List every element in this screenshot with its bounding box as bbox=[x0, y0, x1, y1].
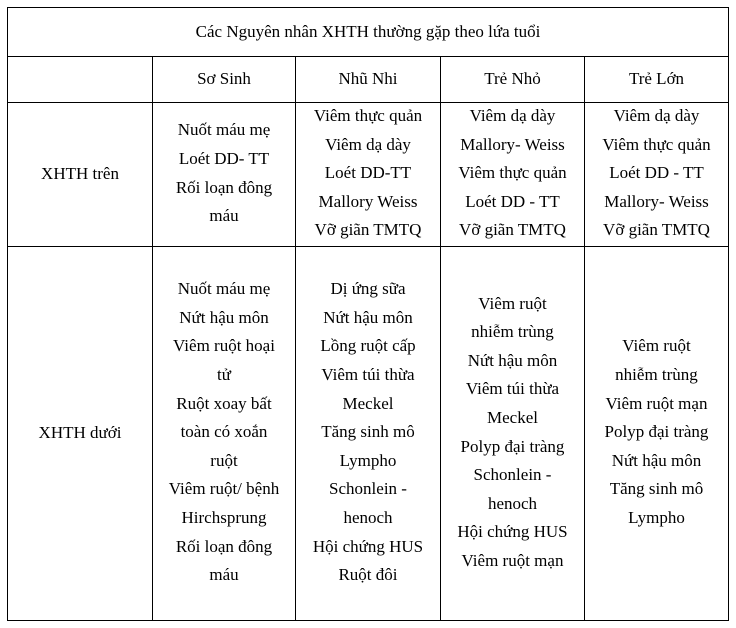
cell-line: Viêm dạ dày bbox=[325, 134, 411, 154]
cell-xhth-duoi-tre-nho bbox=[441, 247, 585, 621]
cell-line: Viêm ruột mạn bbox=[605, 393, 708, 413]
row-label-xhth-duoi: XHTH dưới bbox=[8, 247, 153, 621]
cell-line: Loét DD-TT bbox=[324, 163, 412, 183]
title-row bbox=[8, 8, 729, 57]
cell-line: Hội chứng HUS bbox=[312, 536, 424, 556]
cell-line: máu bbox=[209, 565, 239, 585]
cell-xhth-tren-nhu-nhi bbox=[296, 103, 441, 247]
row-xhth-duoi bbox=[8, 247, 729, 621]
cell-line: tử bbox=[217, 365, 231, 385]
cell-line: Ruột xoay bất bbox=[176, 393, 272, 413]
cell-line: máu bbox=[209, 206, 239, 226]
header-tre-lon: Trẻ Lớn bbox=[585, 57, 729, 103]
cell-line: Lympho bbox=[628, 507, 685, 527]
cell-line: Hirchsprung bbox=[181, 507, 267, 527]
cell-line: henoch bbox=[343, 507, 393, 527]
cell-line: Mallory- Weiss bbox=[460, 134, 565, 154]
cell-line: Nứt hậu môn bbox=[467, 350, 558, 370]
header-row bbox=[8, 57, 729, 103]
cell-line: Lồng ruột cấp bbox=[320, 336, 416, 356]
cell-line: Nuốt máu mẹ bbox=[177, 279, 271, 299]
cell-xhth-tren-tre-nho bbox=[441, 103, 585, 247]
cell-line: Mallory- Weiss bbox=[604, 191, 709, 211]
cell-line: Vỡ giãn TMTQ bbox=[459, 220, 566, 240]
cell-line: Viêm ruột bbox=[478, 293, 547, 313]
cell-line: Loét DD - TT bbox=[609, 163, 704, 183]
cell-line: Vỡ giãn TMTQ bbox=[603, 220, 710, 240]
cell-line: Hội chứng HUS bbox=[457, 522, 568, 542]
cell-line: ruột bbox=[210, 450, 238, 470]
cell-line: nhiễm trùng bbox=[615, 365, 698, 385]
cell-line: Loét DD- TT bbox=[178, 148, 270, 168]
header-so-sinh: Sơ Sinh bbox=[153, 57, 296, 103]
cell-line: Rối loạn đông bbox=[175, 536, 273, 556]
cell-line: Viêm ruột bbox=[622, 336, 691, 356]
cell-line: Mallory Weiss bbox=[318, 191, 418, 211]
cell-line: Meckel bbox=[487, 407, 538, 427]
cell-line: Vỡ giãn TMTQ bbox=[314, 220, 422, 240]
cell-line: Viêm thực quản bbox=[602, 134, 711, 154]
cell-line: Schonlein - bbox=[329, 479, 407, 499]
cell-line: Rối loạn đông bbox=[175, 177, 273, 197]
row-xhth-tren bbox=[8, 103, 729, 247]
table-title: Các Nguyên nhân XHTH thường gặp theo lứa tuổi bbox=[8, 8, 729, 57]
causes-table bbox=[7, 7, 729, 621]
cell-line: Polyp đại tràng bbox=[604, 422, 709, 442]
cell-line: Dị ứng sữa bbox=[330, 279, 406, 299]
cell-line: Viêm thực quản bbox=[313, 106, 423, 126]
cell-line: Viêm túi thừa bbox=[465, 379, 560, 399]
cell-xhth-duoi-tre-lon bbox=[585, 247, 729, 621]
cell-line: Meckel bbox=[342, 393, 394, 413]
cell-line: Loét DD - TT bbox=[465, 191, 560, 211]
cell-line: nhiễm trùng bbox=[471, 322, 554, 342]
cell-xhth-duoi-nhu-nhi bbox=[296, 247, 441, 621]
cell-line: Viêm ruột hoại bbox=[173, 336, 275, 356]
cell-line: Viêm ruột mạn bbox=[461, 550, 564, 570]
cell-line: Viêm ruột/ bệnh bbox=[168, 479, 280, 499]
cell-line: Lympho bbox=[339, 450, 397, 470]
cell-line: Schonlein - bbox=[473, 465, 552, 485]
cell-line: Tăng sinh mô bbox=[609, 479, 704, 499]
cell-line: Viêm dạ dày bbox=[469, 106, 556, 126]
header-empty bbox=[8, 57, 153, 103]
cell-line: Viêm thực quản bbox=[458, 163, 567, 183]
cell-line: Nứt hậu môn bbox=[323, 307, 413, 327]
header-nhu-nhi: Nhũ Nhi bbox=[296, 57, 441, 103]
cell-xhth-tren-tre-lon bbox=[585, 103, 729, 247]
row-label-xhth-tren: XHTH trên bbox=[8, 103, 153, 247]
cell-line: Polyp đại tràng bbox=[460, 436, 565, 456]
cell-line: henoch bbox=[487, 493, 538, 513]
cell-line: Tăng sinh mô bbox=[321, 422, 415, 442]
header-tre-nho: Trẻ Nhỏ bbox=[441, 57, 585, 103]
cell-line: Viêm dạ dày bbox=[613, 106, 700, 126]
cell-xhth-duoi-so-sinh bbox=[153, 247, 296, 621]
cell-line: toàn có xoắn bbox=[180, 422, 268, 442]
cell-xhth-tren-so-sinh bbox=[153, 103, 296, 247]
cell-line: Nuốt máu mẹ bbox=[177, 120, 271, 140]
cell-line: Nứt hậu môn bbox=[611, 450, 702, 470]
cell-line: Viêm túi thừa bbox=[321, 365, 415, 385]
cell-line: Nứt hậu môn bbox=[179, 307, 269, 327]
cell-line: Ruột đôi bbox=[338, 565, 398, 585]
